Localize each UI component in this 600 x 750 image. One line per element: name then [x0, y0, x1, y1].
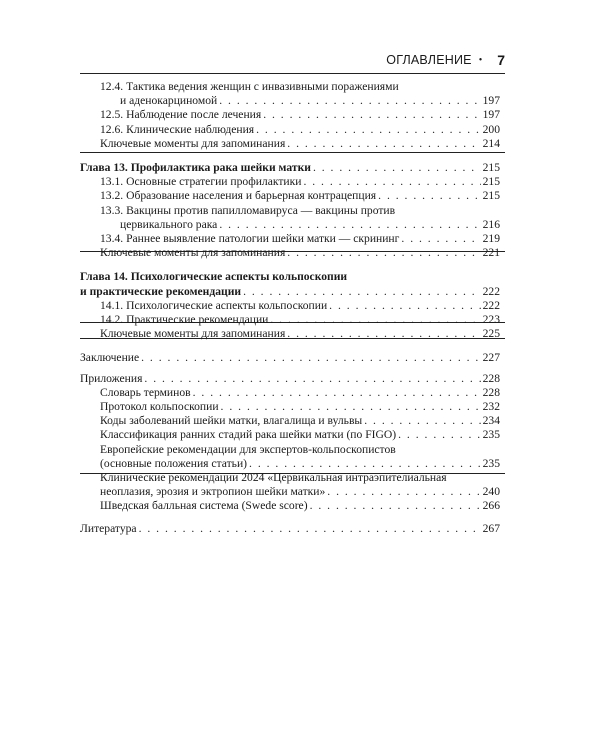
toc-page: 219 — [482, 232, 500, 246]
leader-dots — [287, 137, 480, 151]
toc-entry-title: Заключение — [80, 351, 140, 365]
toc-page: 234 — [482, 414, 500, 428]
leader-dots — [401, 232, 480, 246]
chapter-title: Глава 14. Психологические аспекты кольпоскопии — [80, 270, 348, 284]
header-bullet: • — [478, 54, 483, 66]
toc-entry[interactable] — [80, 313, 500, 327]
toc-entry-title: 12.6. Клинические наблюдения — [100, 122, 255, 136]
toc-entry-title: Приложения — [80, 371, 143, 385]
toc-entry[interactable] — [80, 123, 500, 137]
toc-entry[interactable] — [80, 471, 500, 499]
toc-entry[interactable] — [80, 299, 500, 313]
toc-entry-title-cont: (основные положения статьи) — [100, 456, 248, 470]
toc-chapter-14[interactable] — [80, 270, 500, 298]
toc-entry-title: 12.5. Наблюдение после лечения — [100, 108, 262, 122]
toc-entry[interactable] — [80, 232, 500, 246]
toc-entry[interactable] — [80, 80, 500, 108]
toc-page: 232 — [482, 400, 500, 414]
toc-entry[interactable] — [80, 443, 500, 471]
toc-literature[interactable] — [80, 522, 500, 536]
toc-page: 197 — [482, 108, 500, 122]
toc-page: 215 — [482, 189, 500, 203]
chapter-title-cont: и практические рекомендации — [80, 284, 242, 298]
toc-entry[interactable] — [80, 175, 500, 189]
toc-page: 227 — [482, 351, 500, 365]
leader-dots — [270, 313, 480, 327]
toc-entry-title: 13.4. Раннее выявление патологии шейки матки — скрининг — [100, 232, 400, 246]
toc-entry-title: 13.1. Основные стратегии профилактики — [100, 175, 302, 189]
toc-appendices[interactable] — [80, 372, 500, 386]
toc-entry[interactable] — [80, 400, 500, 414]
toc-entry[interactable] — [80, 108, 500, 122]
leader-dots — [303, 175, 480, 189]
toc-page: 228 — [482, 385, 500, 399]
leader-dots — [256, 123, 480, 137]
header-title: ОГЛАВЛЕНИЕ — [386, 53, 472, 67]
leader-dots — [263, 108, 480, 122]
leader-dots — [364, 414, 480, 428]
leader-dots — [193, 386, 481, 400]
toc-page: 223 — [482, 313, 500, 327]
toc-page: 225 — [482, 327, 500, 341]
toc-entry[interactable] — [80, 428, 500, 442]
leader-dots — [287, 327, 480, 341]
toc-page: 266 — [482, 499, 500, 513]
toc-page: 215 — [482, 175, 500, 189]
leader-dots — [139, 522, 481, 536]
leader-dots — [329, 299, 480, 313]
toc-entry-title: Литература — [80, 521, 137, 535]
toc-entry[interactable] — [80, 189, 500, 203]
toc-page: 214 — [482, 136, 500, 150]
toc-entry-title: Шведская балльная система (Swede score) — [100, 499, 308, 513]
toc-entry[interactable] — [80, 246, 500, 260]
toc-entry[interactable] — [80, 137, 500, 151]
running-header — [80, 50, 505, 70]
toc-entry-title: Классификация ранних стадий рака шейки матки (по FIGO) — [100, 428, 397, 442]
toc-conclusion[interactable] — [80, 351, 500, 365]
toc-entry[interactable] — [80, 414, 500, 428]
leader-dots — [144, 372, 480, 386]
toc-page: 240 — [482, 485, 500, 499]
toc-entry-title: Европейские рекомендации для экспертов-кольпоскопистов — [100, 442, 396, 456]
toc-entry[interactable] — [80, 499, 500, 513]
leader-dots — [398, 428, 480, 442]
toc-entry-title: 13.3. Вакцины против папилломавируса — вакцины против — [100, 203, 396, 217]
toc-entry-title: Ключевые моменты для запоминания — [100, 246, 286, 260]
leader-dots — [221, 400, 481, 414]
toc-entry[interactable] — [80, 386, 500, 400]
leader-dots — [243, 285, 481, 299]
leader-dots — [219, 218, 480, 232]
toc-page: 235 — [482, 428, 500, 442]
leader-dots — [313, 161, 481, 175]
toc-entry-title: Ключевые моменты для запоминания — [100, 136, 286, 150]
leader-dots — [287, 246, 480, 260]
toc-page: 221 — [482, 246, 500, 260]
toc-page: 235 — [482, 456, 500, 470]
toc-entry[interactable] — [80, 204, 500, 232]
leader-dots — [378, 189, 480, 203]
toc-page: 267 — [482, 521, 500, 535]
header-page-number: 7 — [497, 52, 505, 68]
toc-chapter-13[interactable] — [80, 161, 500, 175]
toc-page: 222 — [482, 298, 500, 312]
toc-entry-title: Словарь терминов — [100, 385, 191, 399]
toc-entry-title: 13.2. Образование населения и барьерная контрацепция — [100, 189, 377, 203]
leader-dots — [310, 499, 481, 513]
toc-page: 197 — [482, 94, 500, 108]
leader-dots — [219, 94, 480, 108]
toc-entry-title-cont: и аденокарциномой — [120, 94, 218, 108]
toc-entry-title-cont: цервикального рака — [120, 217, 218, 231]
toc-entry-title: Протокол кольпоскопии — [100, 400, 219, 414]
toc-page: 216 — [482, 217, 500, 231]
leader-dots — [249, 457, 481, 471]
toc-page: 222 — [482, 284, 500, 298]
toc-entry-title: 14.2. Практические рекомендации — [100, 313, 269, 327]
toc-entry-title: Ключевые моменты для запоминания — [100, 327, 286, 341]
toc-entry[interactable] — [80, 327, 500, 341]
chapter-title: Глава 13. Профилактика рака шейки матки — [80, 161, 311, 175]
table-of-contents — [80, 80, 500, 536]
toc-entry-title: 12.4. Тактика ведения женщин с инвазивными поражениями — [100, 80, 399, 93]
toc-page: 200 — [482, 122, 500, 136]
leader-dots — [141, 351, 480, 365]
toc-page: 228 — [482, 371, 500, 385]
toc-entry-title: 14.1. Психологические аспекты кольпоскопии — [100, 298, 328, 312]
header-rule — [80, 73, 505, 74]
toc-page: 215 — [482, 161, 500, 175]
toc-entry-title: Клинические рекомендации 2024 «Цервикальная интраэпителиальная — [100, 471, 447, 485]
toc-entry-title-cont: неоплазия, эрозия и эктропион шейки матки» — [100, 485, 326, 499]
toc-entry-title: Коды заболеваний шейки матки, влагалища и вульвы — [100, 414, 363, 428]
leader-dots — [327, 485, 480, 499]
